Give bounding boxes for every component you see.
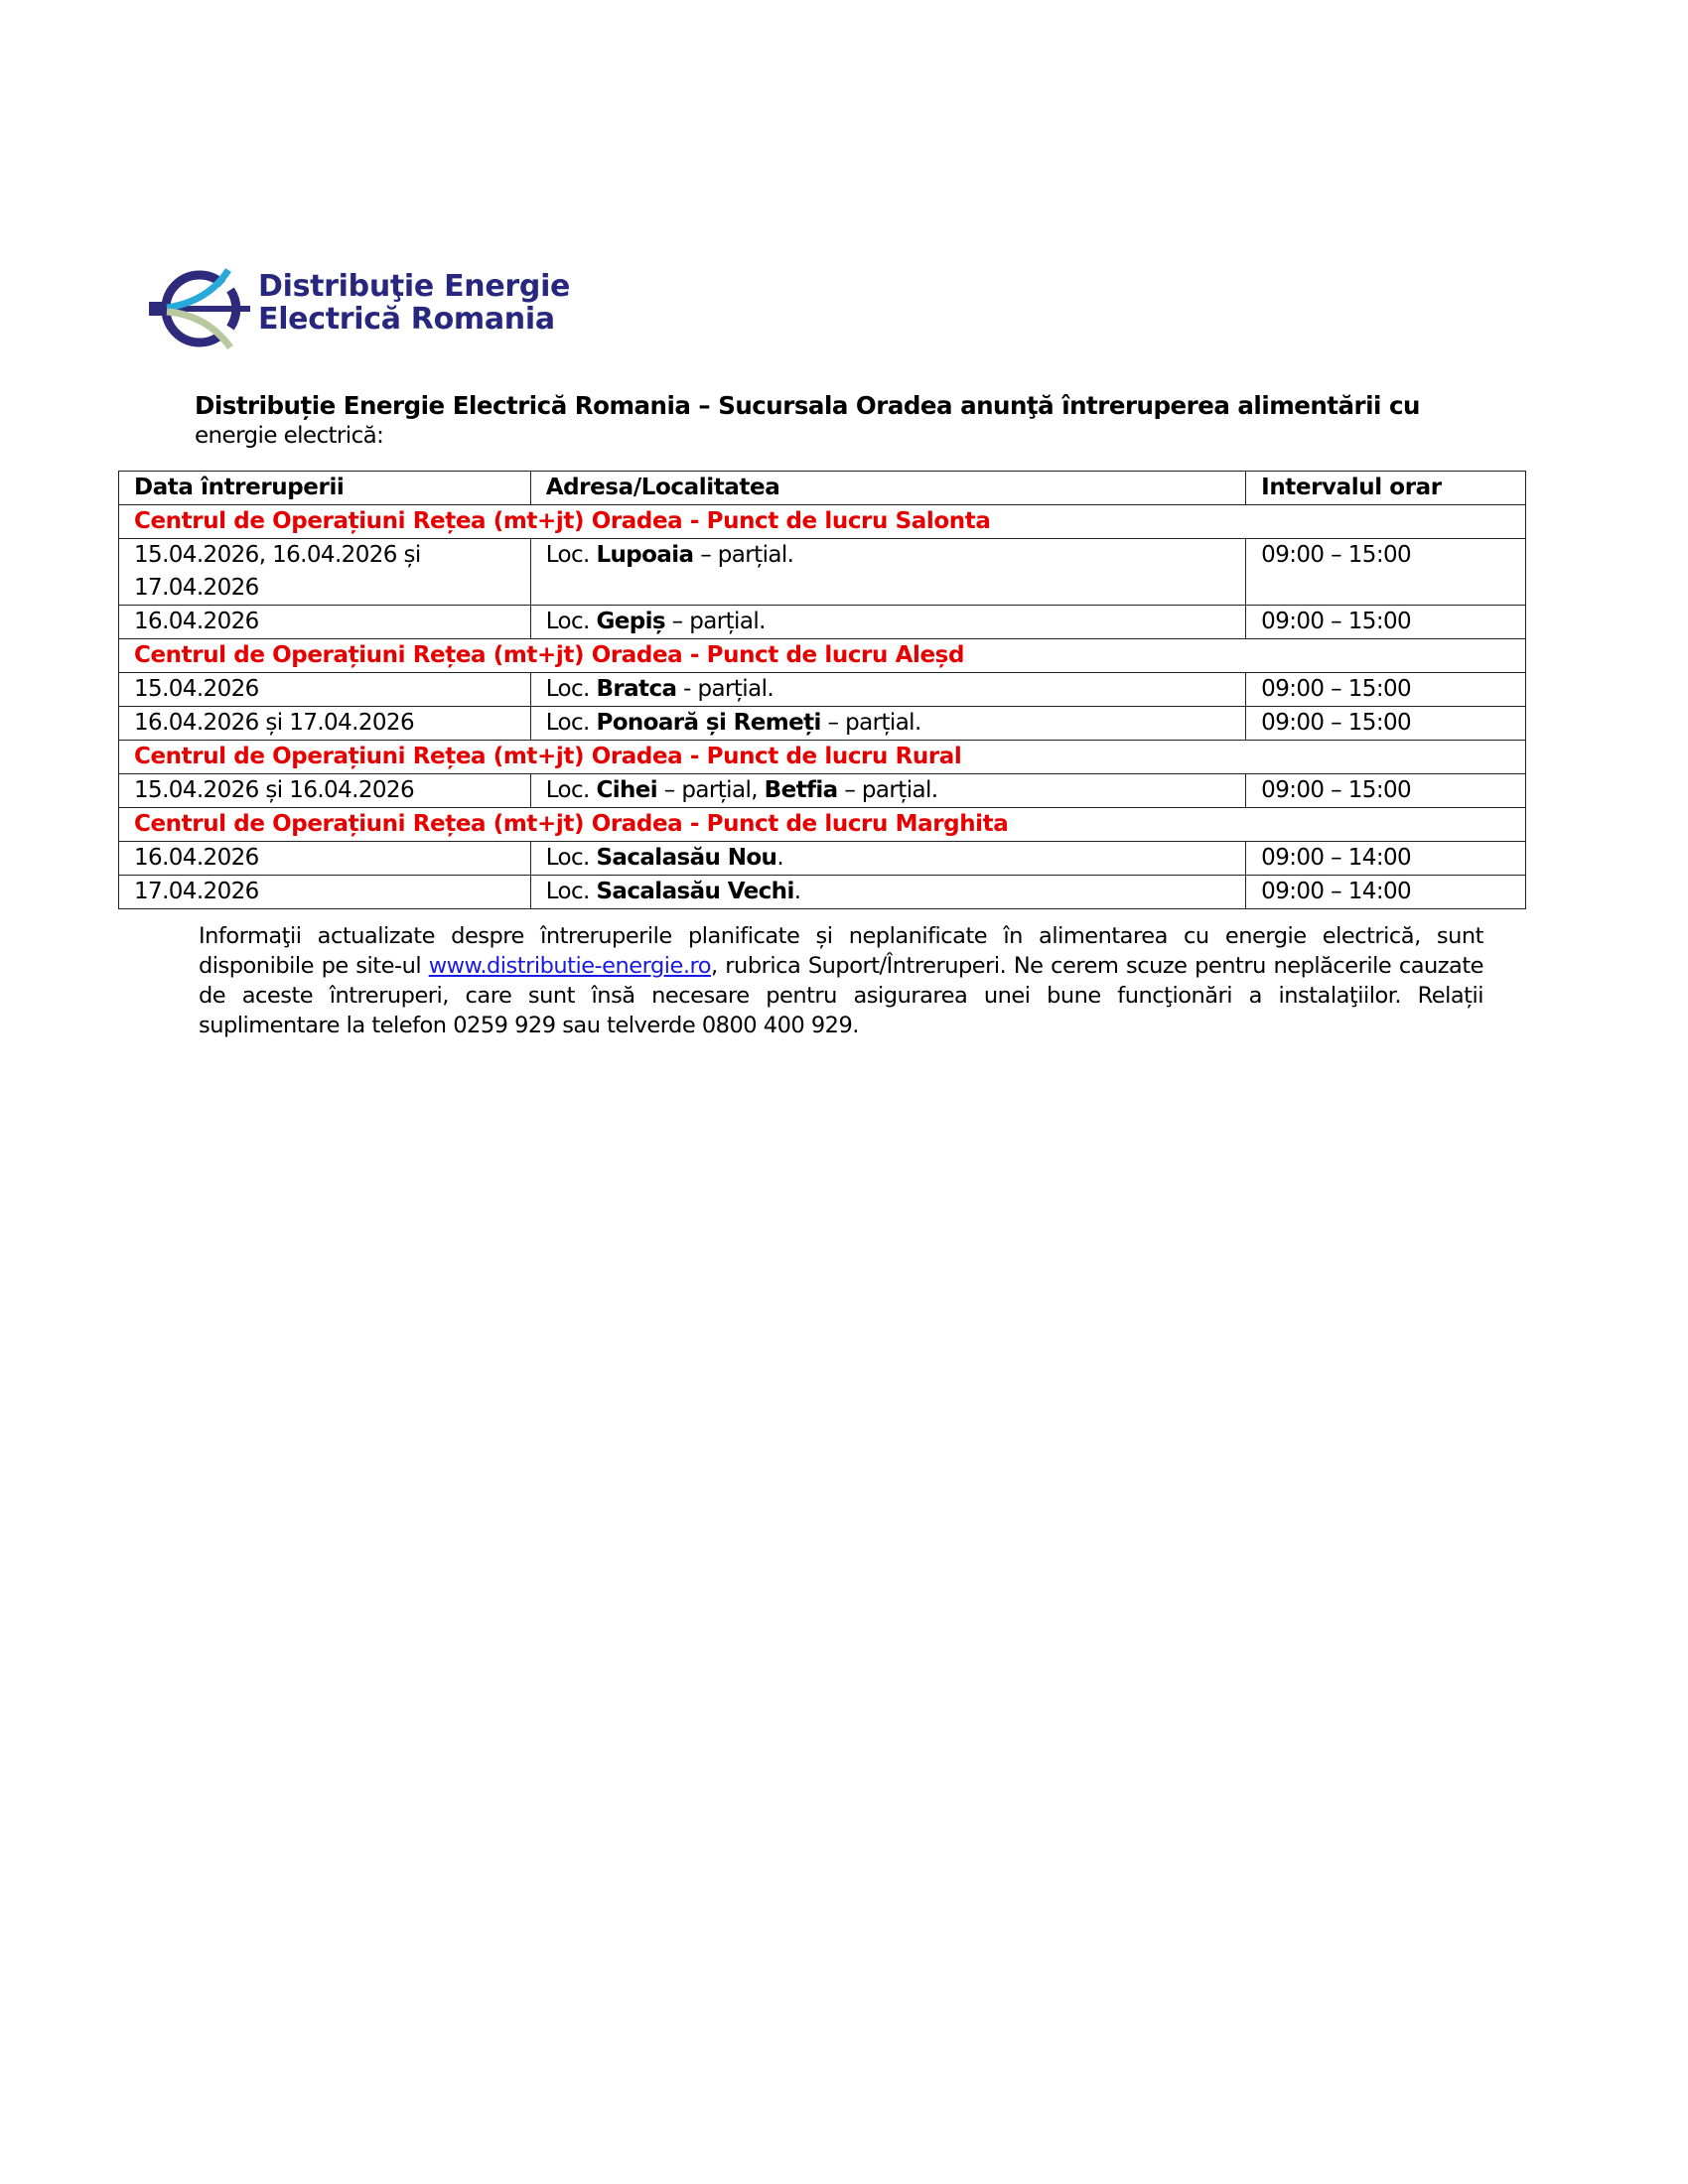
heading-normal-text: energie electrică: (195, 423, 384, 449)
outage-table (118, 471, 1526, 909)
table-row (119, 842, 1526, 876)
address-prefix: Loc. (545, 542, 597, 568)
table-body (119, 505, 1526, 909)
footer-text-after-link: , rubrica Suport/Întreruperi. Ne cerem scuze pentru neplăcerile cauzate de aceste întreruperi, care sunt însă necesare pentru asigurarea unei bune funcţionări a instalaţiilor. Relații suplimentare la telefon 0259 929 sau telverde 0800 400 929. (199, 953, 1484, 1038)
section-row (119, 808, 1526, 842)
company-logo (145, 264, 582, 353)
cell-date: 16.04.2026 (119, 606, 531, 639)
footer-note (199, 921, 1483, 1040)
section-row (119, 505, 1526, 539)
address-text: - parțial. (676, 676, 774, 702)
address-text: – parțial. (837, 777, 938, 803)
address-text: . (793, 879, 801, 904)
section-title: Centrul de Operațiuni Rețea (mt+jt) Oradea - Punct de lucru Salonta (119, 505, 1526, 539)
website-link[interactable]: www.distributie-energie.ro (428, 953, 712, 979)
locality-name: Sacalasău Nou (596, 845, 777, 871)
section-row (119, 639, 1526, 673)
table-row (119, 673, 1526, 707)
announcement-heading (195, 391, 1485, 451)
table-row (119, 707, 1526, 741)
address-prefix: Loc. (545, 710, 597, 736)
cell-address (530, 876, 1245, 909)
address-prefix: Loc. (545, 879, 597, 904)
header-interval: Intervalul orar (1246, 472, 1526, 505)
address-text: – parțial. (820, 710, 921, 736)
address-prefix: Loc. (545, 777, 597, 803)
address-prefix: Loc. (545, 609, 597, 634)
table-row (119, 876, 1526, 909)
cell-date: 17.04.2026 (119, 876, 531, 909)
locality-name: Betfia (764, 777, 838, 803)
cell-address (530, 842, 1245, 876)
cell-interval: 09:00 – 15:00 (1246, 539, 1526, 606)
cell-date: 15.04.2026 (119, 673, 531, 707)
cell-interval: 09:00 – 15:00 (1246, 606, 1526, 639)
locality-name: Lupoaia (596, 542, 694, 568)
cell-interval: 09:00 – 14:00 (1246, 876, 1526, 909)
table-row (119, 774, 1526, 808)
header-address: Adresa/Localitatea (530, 472, 1245, 505)
cell-date: 16.04.2026 (119, 842, 531, 876)
address-text: – parțial. (664, 609, 766, 634)
cell-interval: 09:00 – 15:00 (1246, 774, 1526, 808)
logo-line-1: Distribuţie Energie (258, 269, 571, 304)
cell-date: 16.04.2026 și 17.04.2026 (119, 707, 531, 741)
cell-date: 15.04.2026 și 16.04.2026 (119, 774, 531, 808)
cell-address (530, 606, 1245, 639)
section-title: Centrul de Operațiuni Rețea (mt+jt) Oradea - Punct de lucru Marghita (119, 808, 1526, 842)
locality-name: Gepiș (596, 609, 665, 634)
locality-name: Sacalasău Vechi (596, 879, 794, 904)
footer-text-before-link: Informaţii actualizate despre întreruperile planificate și neplanificate în alimentarea cu energie electrică, sunt disponibile pe site-ul (199, 923, 1483, 979)
address-prefix: Loc. (545, 676, 597, 702)
logo-wordmark (258, 270, 570, 336)
address-text: – parțial, (657, 777, 765, 803)
cell-interval: 09:00 – 15:00 (1246, 673, 1526, 707)
table-row (119, 539, 1526, 606)
cell-address (530, 707, 1245, 741)
table-row (119, 606, 1526, 639)
heading-bold-text: Distribuție Energie Electrică Romania – Sucursala Oradea anunţă întreruperea alimentării cu (195, 391, 1420, 420)
address-text: . (776, 845, 784, 871)
cell-interval: 09:00 – 14:00 (1246, 842, 1526, 876)
cell-address (530, 673, 1245, 707)
logo-line-2: Electrică Romania (258, 302, 555, 337)
plug-circle-logo-icon (145, 268, 254, 349)
header-date: Data întreruperii (119, 472, 531, 505)
locality-name: Bratca (596, 676, 677, 702)
cell-address (530, 774, 1245, 808)
cell-interval: 09:00 – 15:00 (1246, 707, 1526, 741)
section-title: Centrul de Operațiuni Rețea (mt+jt) Oradea - Punct de lucru Aleșd (119, 639, 1526, 673)
locality-name: Ponoară și Remeți (596, 710, 821, 736)
cell-address (530, 539, 1245, 606)
address-text: – parțial. (693, 542, 794, 568)
address-prefix: Loc. (545, 845, 597, 871)
table-header-row (119, 472, 1526, 505)
locality-name: Cihei (596, 777, 658, 803)
section-title: Centrul de Operațiuni Rețea (mt+jt) Oradea - Punct de lucru Rural (119, 741, 1526, 774)
section-row (119, 741, 1526, 774)
cell-date: 15.04.2026, 16.04.2026 și 17.04.2026 (119, 539, 531, 606)
